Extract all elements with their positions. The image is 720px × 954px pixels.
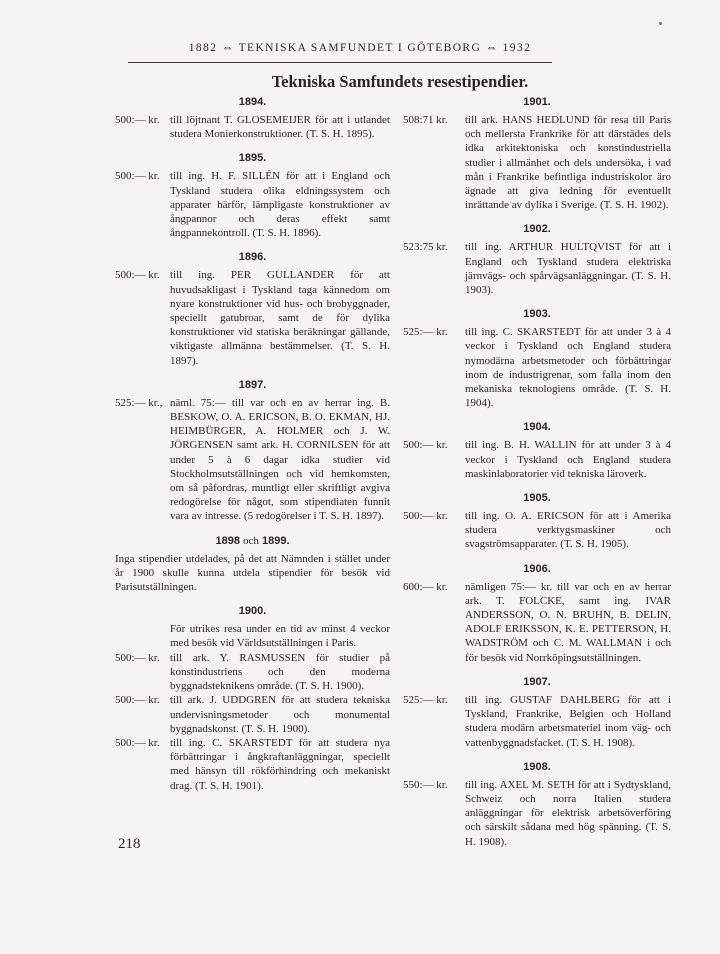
year-heading: 1907. <box>523 675 551 688</box>
year-heading: 1908. <box>523 760 551 773</box>
scan-speck <box>659 22 662 25</box>
stipend-text: till ing. H. F. SILLÉN för att i England och Tyskland studera olika eldningssystem och apparater härför, lämpligaste konstruktioner av ångpannor och deras effekt samt ångpannekontroll. (T. S. H. 1896). <box>170 170 390 240</box>
year-heading: 1901. <box>523 96 551 108</box>
page-title: Tekniska Samfundets resestipendier. <box>271 72 529 91</box>
stipend-text: till ark. J. UDDGREN för att studera tekniska undervisningsmetoder och monumental byggnadskonst. (T. S. H. 1900). <box>170 694 390 735</box>
year-heading: 1905. <box>523 492 551 505</box>
stipend-text: näml. 75:— till var och en av herrar ing. B. BESKOW, O. A. ERICSON, B. O. EKMAN, HJ. HEIMBÜRGER, A. HOLMER och J. W. JÖRGENSEN samt ark. H. CORNILSEN för att under 5 à 6 dagar idka studier vid Stockholmsutställningen och vid hemkomsten, om så påfordras, muntligt eller skriftligt avgiva redogörelse för något, som stipendiaten funnit vara av intresse. (5 redogörelser i T. S. H. 1897). <box>170 396 390 523</box>
stipend-entry <box>403 778 671 849</box>
stipend-entry <box>115 651 390 694</box>
year-heading: 1895. <box>238 152 267 165</box>
stipend-entry <box>403 509 671 552</box>
stipend-text: till ing. C. SKARSTEDT för att under 3 à 4 veckor i Tyskland och England studera nymodärna arbetsmetoder och förbättringar inom de industrigrenar, som falla inom den mekaniska teknologiens område. (T. S. H. 1904). <box>465 326 671 410</box>
stipend-amount: 500:— kr. <box>115 694 160 707</box>
stipend-text: till löjtnant T. GLOSEMEIJER för att i utlandet studera Monierkonstruktioner. (T. S. H. 1895). <box>170 114 390 141</box>
year-heading: 1903. <box>523 308 551 321</box>
paragraph: Inga stipendier utdelades, på det att Nämnden i stället under år 1900 skulle kunna utdela stipendier för besök vid Parisutställningen. <box>115 552 390 594</box>
stipend-amount: 500:— kr. <box>115 651 160 664</box>
year-heading: 1897. <box>238 378 267 391</box>
stipend-amount: 500:— kr. <box>115 269 160 282</box>
stipend-entry <box>115 268 390 367</box>
stipend-entry <box>403 240 671 297</box>
stipend-entry <box>115 169 390 240</box>
stipend-text: nämligen 75:— kr. till var och en av herrar ark. T. FOLCKE, samt ing. IVAR ANDERSSON, O. N. BRUHN, B. DELIN, ADOLF ERIKSSON, K. E. PETTERSON, H. WADSTRÖM och C. M. WALLMAN i och för besök vid Norrköpingsutställningen. <box>465 580 671 664</box>
stipend-amount: 508:71 kr. <box>403 114 448 126</box>
stipend-amount: 500:— kr. <box>115 170 160 183</box>
year-heading: 1896. <box>238 251 267 264</box>
year-heading: 1902. <box>523 223 551 236</box>
stipend-text: till ing. PER GULLANDER för att huvudsakligast i Tyskland taga kännedom om nyare konstruktioner vid hus- och brobyggnader, speciellt gatubroar, samt de för dylika konstruktioner vid statiska beräkningar gällande, viktigaste allmänna bestämmelser. (T. S. H. 1897). <box>170 269 390 367</box>
stipend-entry <box>115 396 390 524</box>
stipend-amount: 523:75 kr. <box>403 241 448 254</box>
stipend-entry <box>403 693 671 750</box>
stipend-text: till ing. GUSTAF DAHLBERG för att i Tyskland, Frankrike, Belgien och Holland studera modärn arbetsmateriel inom väg- och vattenbyggnadsfacket. (T. S. H. 1908). <box>465 693 671 749</box>
stipend-amount: 500:— kr. <box>403 510 448 523</box>
stipend-amount: 500:— kr. <box>115 736 160 749</box>
stipend-amount: 525:— kr., <box>115 396 163 409</box>
stipend-text: till ing. C. SKARSTEDT för att studera nya förbättringar i ångkraftanläggningar, speciellt med hänsyn till rökförhindring och mekaniskt drag. (T. S. H. 1901). <box>170 736 390 792</box>
left-column <box>115 96 390 793</box>
stipend-entry <box>403 113 671 212</box>
stipend-amount: 525:— kr. <box>403 326 448 339</box>
stipend-text: till ing. B. H. WALLIN för att under 3 à 4 veckor i Tyskland och England studera maskinlaboratorier vid tekniska läroverk. <box>465 439 671 480</box>
stipend-text: till ing. ARTHUR HULTQVIST för att i England och Tyskland studera elektriska järnvägs- och spårvägsanläggningar. (T. S. H. 1903). <box>465 241 671 297</box>
stipend-entry <box>115 693 390 736</box>
year-end: 1899. <box>261 534 290 547</box>
year-heading: 1904. <box>523 421 551 434</box>
stipend-text: till ing. AXEL M. SETH för att i Sydtyskland, Schweiz och norra Italien studera anläggningar för elektrisk arbetsöverföring och särskilt sådana med hög spänning. (T. S. H. 1908). <box>465 778 671 848</box>
stipend-amount: 600:— kr. <box>403 580 448 593</box>
year-start: 1898 <box>215 534 240 547</box>
year-conjunction: och <box>243 534 259 547</box>
stipend-amount: 525:— kr. <box>403 693 448 706</box>
stipend-text: till ing. O. A. ERICSON för att i Amerika studera verktygsmaskiner och svagströmsapparater. (T. S. H. 1905). <box>465 510 671 551</box>
year-heading: 1894. <box>238 96 267 108</box>
page-number: 218 <box>118 836 141 852</box>
right-column <box>403 96 671 849</box>
year-heading: 1906. <box>523 562 551 575</box>
stipend-entry <box>403 580 671 665</box>
header-rule <box>128 62 552 63</box>
stipend-text: till ark. HANS HEDLUND för resa till Paris och mellersta Frankrike för att därstädes dels idka arkitektoniska och konstindustriella studier i allmänhet och dels undersöka, i vad mån i Frankrike befintliga industriskolor äro ägnade att giva ledning för eventuellt inrättande av dylika i Sverige. (T. S. H. 1902). <box>465 114 671 212</box>
stipend-entry <box>403 438 671 481</box>
stipend-amount: 500:— kr. <box>403 439 448 452</box>
stipend-entry <box>115 736 390 793</box>
stipend-amount: 500:— kr. <box>115 114 160 126</box>
running-head: 1882 ⇔ TEKNISKA SAMFUNDET I GÖTEBORG ⇔ 1932 <box>188 42 532 54</box>
year-heading <box>115 535 390 548</box>
paragraph: För utrikes resa under en tid av minst 4 veckor med besök vid Världsutställningen i Paris. <box>170 623 390 650</box>
stipend-entry <box>403 325 671 410</box>
stipend-text: till ark. Y. RASMUSSEN för studier på konstindustriens och den moderna byggnadsteknikens område. (T. S. H. 1900). <box>170 651 390 693</box>
stipend-amount: 550:— kr. <box>403 778 448 791</box>
stipend-entry <box>115 113 390 141</box>
year-heading: 1900. <box>238 605 267 618</box>
